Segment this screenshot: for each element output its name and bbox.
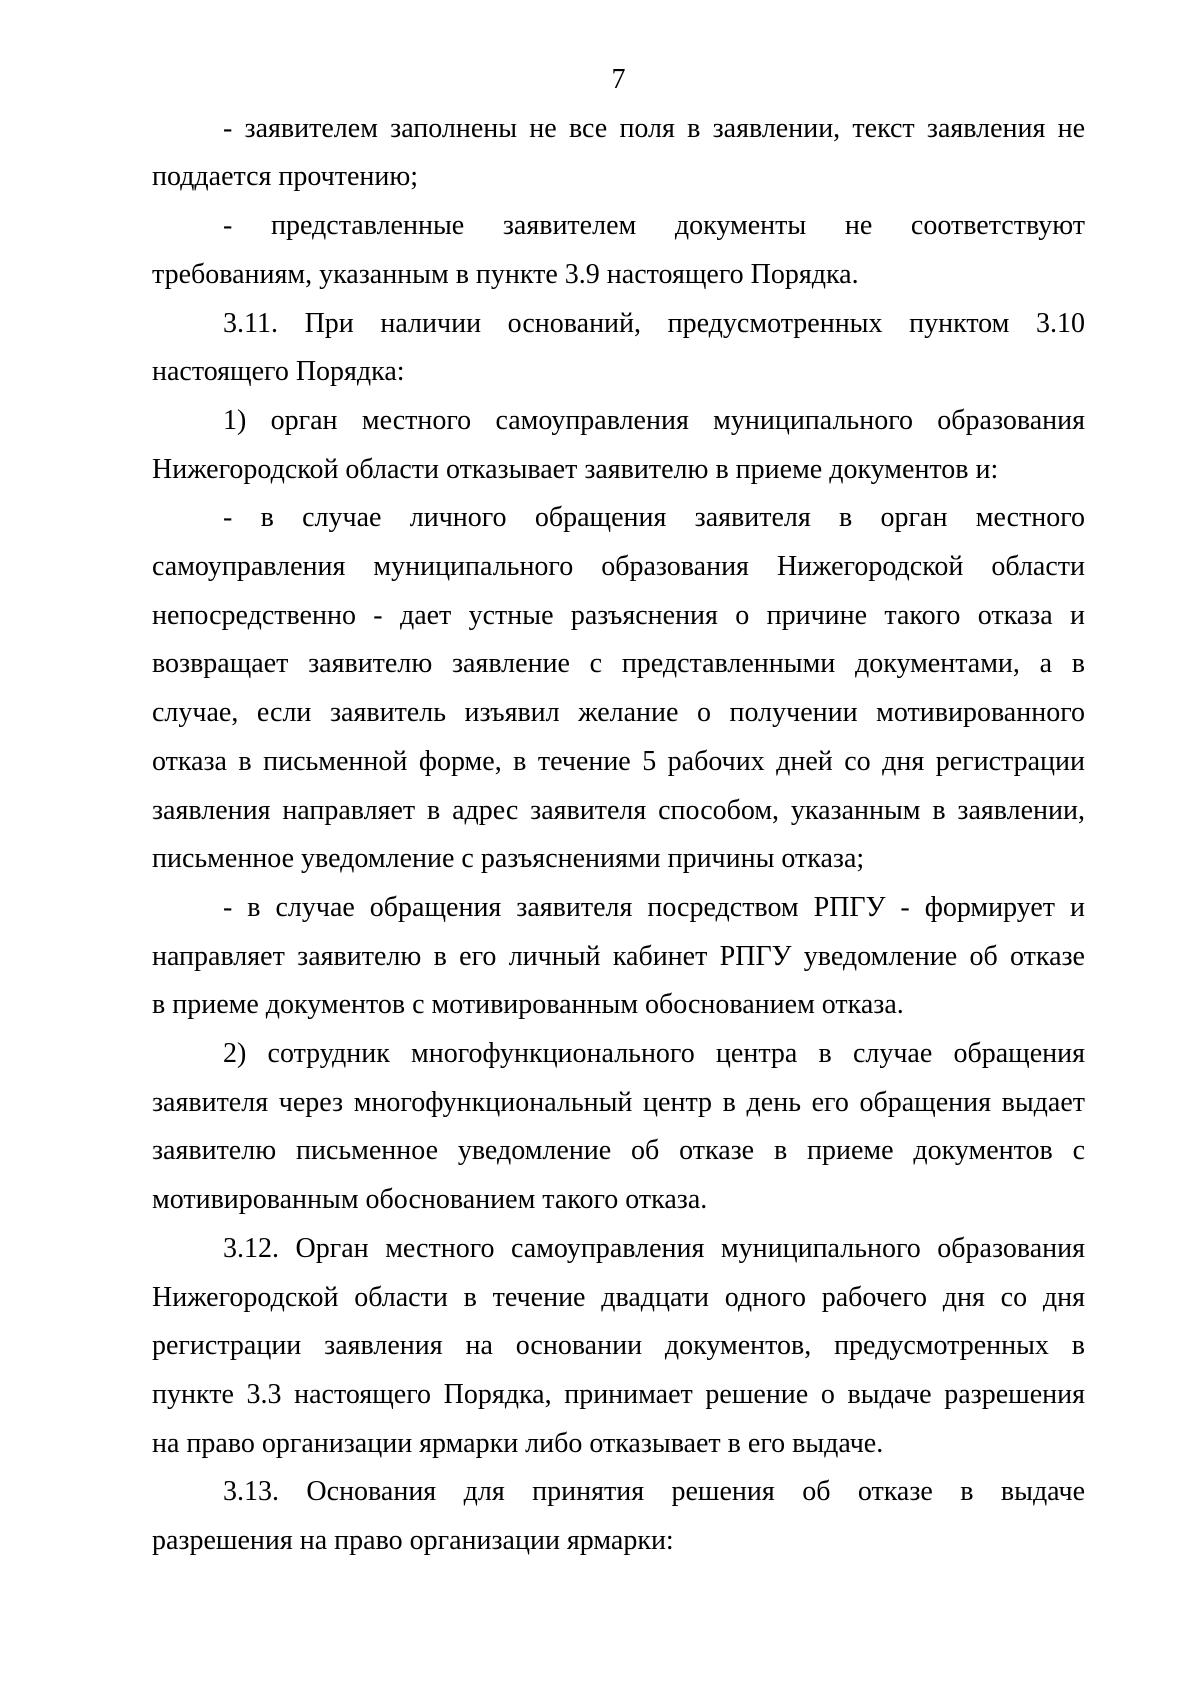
document-body <box>152 105 1085 1566</box>
text-line: мотивированным обоснованием такого отказа. <box>152 1184 708 1216</box>
text-line: заявления направляет в адрес заявителя способом, указанным в заявлении, <box>152 794 1085 826</box>
text-line: 2) сотрудник многофункционального центра в случае обращения <box>223 1038 1085 1070</box>
text-line: - представленные заявителем документы не соответствуют <box>223 210 1085 242</box>
paragraph <box>152 1468 1085 1565</box>
text-line: Нижегородской области в течение двадцати одного рабочего дня со дня <box>152 1281 1085 1313</box>
paragraph <box>152 884 1085 1030</box>
text-line: - заявителем заполнены не все поля в заявлении, текст заявления не <box>223 112 1085 144</box>
paragraph <box>152 1225 1085 1469</box>
text-line: - в случае обращения заявителя посредством РПГУ - формирует и <box>223 891 1085 923</box>
text-line: поддается прочтению; <box>152 161 419 193</box>
text-line: непосредственно - дает устные разъяснения о причине такого отказа и <box>152 599 1085 631</box>
text-line: 3.12. Орган местного самоуправления муниципального образования <box>223 1232 1085 1264</box>
text-line: заявителю письменное уведомление об отказе в приеме документов с <box>152 1135 1085 1167</box>
text-line: заявителя через многофункциональный центр в день его обращения выдает <box>152 1086 1085 1118</box>
text-line: 1) орган местного самоуправления муниципального образования <box>223 404 1085 436</box>
text-line: возвращает заявителю заявление с представленными документами, а в <box>152 648 1085 680</box>
text-line: требованиям, указанным в пункте 3.9 настоящего Порядка. <box>152 258 859 290</box>
text-line: отказа в письменной форме, в течение 5 рабочих дней со дня регистрации <box>152 745 1085 777</box>
text-line: направляет заявителю в его личный кабинет РПГУ уведомление об отказе <box>152 940 1085 972</box>
text-line: разрешения на право организации ярмарки: <box>152 1525 674 1557</box>
text-line: пункте 3.3 настоящего Порядка, принимает решение о выдаче разрешения <box>152 1378 1085 1410</box>
page-number: 7 <box>611 64 626 95</box>
text-line: 3.11. При наличии оснований, предусмотренных пунктом 3.10 <box>223 307 1085 339</box>
text-line: письменное уведомление с разъяснениями причины отказа; <box>152 843 865 875</box>
text-line: в приеме документов с мотивированным обоснованием отказа. <box>152 989 904 1021</box>
text-line: на право организации ярмарки либо отказывает в его выдаче. <box>152 1427 884 1459</box>
text-line: 3.13. Основания для принятия решения об отказе в выдаче <box>223 1476 1085 1508</box>
paragraph <box>152 494 1085 884</box>
text-line: настоящего Порядка: <box>152 356 405 388</box>
text-line: Нижегородской области отказывает заявителю в приеме документов и: <box>152 453 999 485</box>
text-line: регистрации заявления на основании документов, предусмотренных в <box>152 1330 1085 1362</box>
paragraph <box>152 397 1085 494</box>
text-line: - в случае личного обращения заявителя в орган местного <box>223 502 1085 534</box>
text-line: самоуправления муниципального образования Нижегородской области <box>152 551 1085 583</box>
paragraph <box>152 202 1085 299</box>
text-line: случае, если заявитель изъявил желание о получении мотивированного <box>152 697 1085 729</box>
paragraph <box>152 300 1085 397</box>
paragraph <box>152 1030 1085 1225</box>
paragraph <box>152 105 1085 202</box>
